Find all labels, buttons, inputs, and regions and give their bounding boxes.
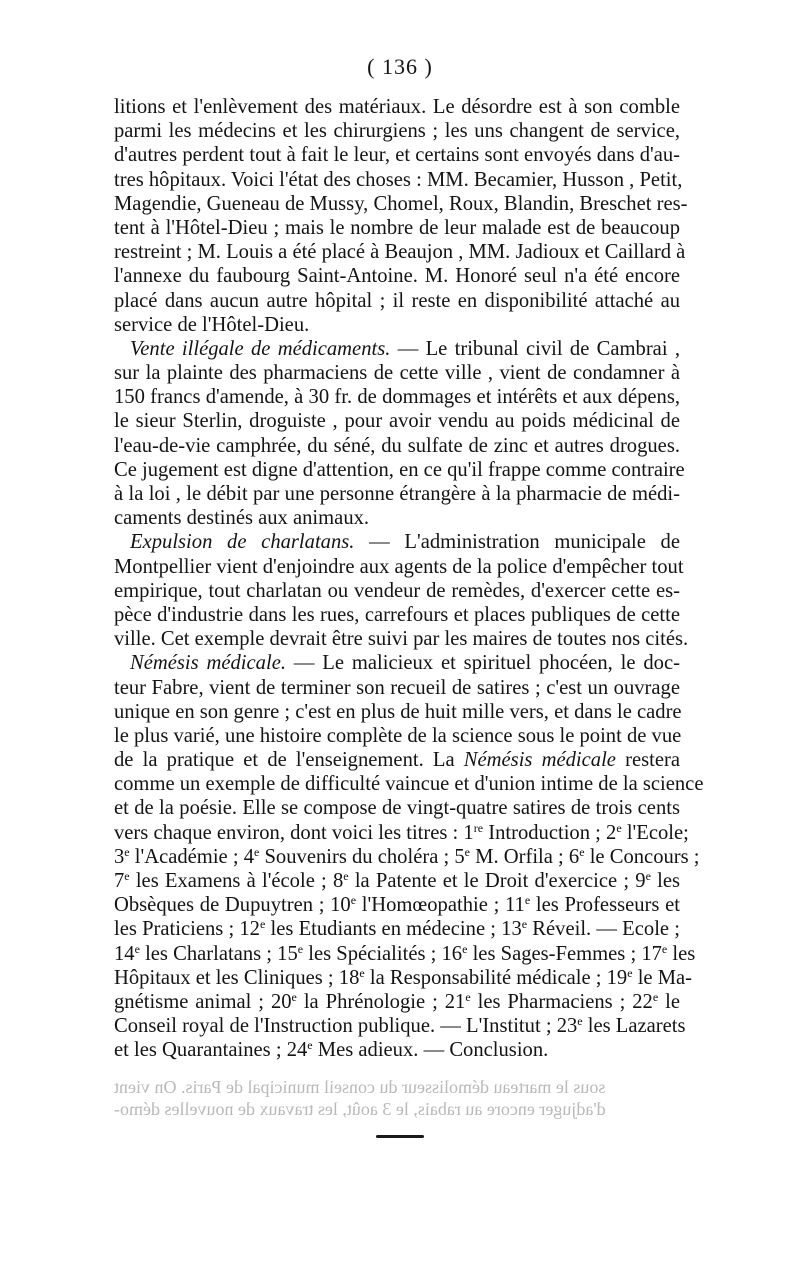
text-line [114,869,680,893]
superscript: e [124,844,130,859]
text-run: les Pharmaciens ; 22 [470,990,653,1013]
superscript: e [616,820,622,835]
text-line [114,216,680,240]
bleed-through-text [114,1076,680,1120]
superscript: e [124,869,130,883]
text-run: gnétisme animal ; 20 [114,990,292,1013]
text-run: 14 [114,942,135,965]
superscript: e [307,1038,313,1053]
text-run: M. Orfila ; 6 [469,845,580,868]
text-run: et les Quarantaines ; 24 [114,1039,308,1062]
text-run: à la loi , le débit par une personne étrangère à la pharmacie de médi- [114,483,680,505]
text-run: les Etudiants en médecine ; 13 [265,918,522,941]
text-run: Obsèques de Dupuytren ; 10 [114,894,351,917]
text-run: vers chaque environ, dont voici les titres : 1 [114,821,474,844]
text-run: tent à l'Hôtel-Dieu ; mais le nombre de leur malade est de beaucoup [114,216,680,239]
section-heading-line [114,337,680,361]
text-line [114,796,680,820]
text-run: Conseil royal de l'Instruction publique. — L'Institut ; 23 [114,1015,578,1038]
italic-heading: Némésis médicale. [130,652,286,675]
bleed-through-line: d'adjuger encore au rabais, le 3 août, les travaux de nouvelles démo- [114,1099,606,1119]
text-run: comme un exemple de difficulté vaincue et d'union intime de la science [114,773,704,796]
text-run: Montpellier vient d'enjoindre aux agents de la police d'empêcher tout [114,555,684,578]
text-run: — L'administration municipale de [354,531,680,554]
text-line [114,95,680,119]
article-text [114,95,704,1063]
text-run: la Phrénologie ; 21 [296,990,466,1013]
text-run: — Le tribunal civil de Cambrai , [390,337,681,360]
text-line [114,579,680,603]
text-line [114,844,700,869]
superscript: re [473,820,484,835]
section-heading-line [114,530,680,554]
italic-heading: Expulsion de charlatans. [130,531,355,554]
text-run: la Patente et le Droit d'exercice ; 9 [348,870,646,892]
text-run: l'annexe du faubourg Saint-Antoine. M. Honoré seul n'a été encore [114,265,680,288]
superscript: e [464,844,470,859]
text-line [114,458,685,482]
text-run: l'eau-de-vie camphrée, du séné, du sulfate de zinc et autres drogues. [114,434,680,457]
text-line [114,409,680,433]
text-run: l'Homœopathie ; 11 [356,894,525,917]
superscript: e [359,965,365,980]
superscript: e [254,844,260,859]
text-run: 3 [114,845,125,868]
superscript: e [524,893,531,908]
superscript: e [343,869,349,883]
superscript: e [465,989,471,1004]
text-run: la Responsabilité médicale ; 19 [364,966,628,989]
text-run: le Concours ; [584,845,700,868]
text-run: les Professeurs et [530,894,680,917]
text-run: 150 francs d'amende, à 30 fr. de dommages et intérêts et aux dépens, [114,386,680,409]
text-line [114,482,680,506]
text-run: le Ma- [632,966,693,989]
superscript: e [645,869,651,883]
text-line [114,119,680,143]
text-line [114,555,684,579]
text-run: restera [615,749,680,772]
text-run: caments destinés aux animaux. [114,507,370,530]
text-line [114,143,680,167]
text-line [114,893,680,917]
text-run: de la pratique et de l'enseignement. La [114,749,464,772]
text-run: les Charlatans ; 15 [139,942,298,965]
superscript: e [652,989,659,1004]
section-heading-line [114,651,680,675]
superscript: e [291,989,297,1004]
text-line [114,289,680,313]
text-run: Mes adieux. — Conclusion. [312,1039,549,1062]
superscript: e [134,941,140,956]
superscript: e [627,965,633,980]
text-run: pèce d'industrie dans les rues, carrefours et places publiques de cette [114,603,680,626]
text-line [114,385,680,409]
superscript: e [577,1014,583,1029]
text-line [114,1038,680,1062]
text-run: placé dans aucun autre hôpital ; il reste en disponibilité attaché au [114,289,680,312]
text-run: Magendie, Gueneau de Mussy, Chomel, Roux, Blandin, Breschet res- [114,192,688,215]
superscript: e [259,917,266,932]
text-run: litions et l'enlèvement des matériaux. Le désordre est à son comble [114,96,680,118]
text-line [114,240,686,264]
text-line [114,168,683,192]
text-line [114,603,680,627]
text-line [114,627,689,651]
text-run: restreint ; M. Louis a été placé à Beaujon , MM. Jadioux et Caillard à [114,241,686,264]
text-line [114,772,704,796]
end-ornament-rule [376,1135,424,1138]
text-run: les Examens à l'école ; 8 [129,870,344,892]
text-run: Souvenirs du choléra ; 5 [259,845,465,868]
text-run: les [667,942,696,965]
text-line [114,965,693,990]
text-run: Ce jugement est digne d'attention, en ce qu'il frappe comme contraire [114,458,685,481]
superscript: e [521,917,528,932]
text-line [114,192,688,216]
text-line [114,434,680,458]
text-line [114,917,680,941]
text-line [114,820,689,845]
page-number: ( 136 ) [367,54,433,79]
text-line [114,748,680,772]
italic-heading: Némésis médicale [463,749,616,772]
text-run: le sieur Sterlin, droguiste , pour avoir vendu au poids médicinal de [114,410,680,433]
text-line [114,506,680,530]
bleed-through-line: sous le marteau démolisseur du conseil municipal de Paris. On vient [114,1077,606,1097]
text-run: et de la poésie. Elle se compose de vingt-quatre satires de trois cents [114,797,680,820]
text-line [114,361,680,385]
text-run: Hôpitaux et les Cliniques ; 18 [114,966,360,989]
superscript: e [297,941,304,956]
superscript: e [579,844,585,859]
text-run: parmi les médecins et les chirurgiens ; les uns changent de service, [114,120,680,143]
text-run: d'autres perdent tout à fait le leur, et certains sont envoyés dans d'au- [114,144,680,167]
text-run: ville. Cet exemple devrait être suivi par les maires de toutes nos cités. [114,628,689,651]
text-line [114,724,680,748]
text-run: les [650,870,680,892]
text-line [114,676,680,700]
text-run: — Le malicieux et spirituel phocéen, le doc- [285,652,680,675]
text-line [114,264,680,288]
text-run: 7 [114,870,125,892]
text-line [114,941,696,966]
text-run: l'Académie ; 4 [129,845,254,868]
superscript: e [350,893,357,908]
text-run: l'Ecole; [621,821,689,844]
text-run: service de l'Hôtel-Dieu. [114,313,310,336]
text-run: Réveil. — Ecole ; [527,918,680,941]
text-run: les Spécialités ; 16 [303,942,463,965]
text-run: Introduction ; 2 [483,821,617,844]
text-run: le plus varié, une histoire complète de la science sous le point de vue [114,724,682,747]
text-run: le [658,990,680,1013]
text-run: les Praticiens ; 12 [114,918,260,941]
text-line [114,700,680,724]
text-run: les Sages-Femmes ; 17 [467,942,662,965]
text-run: unique en son genre ; c'est en plus de huit mille vers, et dans le cadre [114,700,682,723]
text-line [114,1014,686,1038]
italic-heading: Vente illégale de médicaments. [130,337,391,360]
text-line [114,990,680,1014]
superscript: e [661,941,668,956]
text-run: tres hôpitaux. Voici l'état des choses : MM. Becamier, Husson , Petit, [114,168,683,191]
text-run: empirique, tout charlatan ou vendeur de remèdes, d'exercer cette es- [114,579,680,602]
text-run: sur la plainte des pharmaciens de cette ville , vient de condamner à [114,362,680,385]
text-run: les Lazarets [582,1015,686,1038]
text-run: teur Fabre, vient de terminer son recueil de satires ; c'est un ouvrage [114,676,680,699]
superscript: e [462,941,468,956]
text-line [114,313,680,337]
